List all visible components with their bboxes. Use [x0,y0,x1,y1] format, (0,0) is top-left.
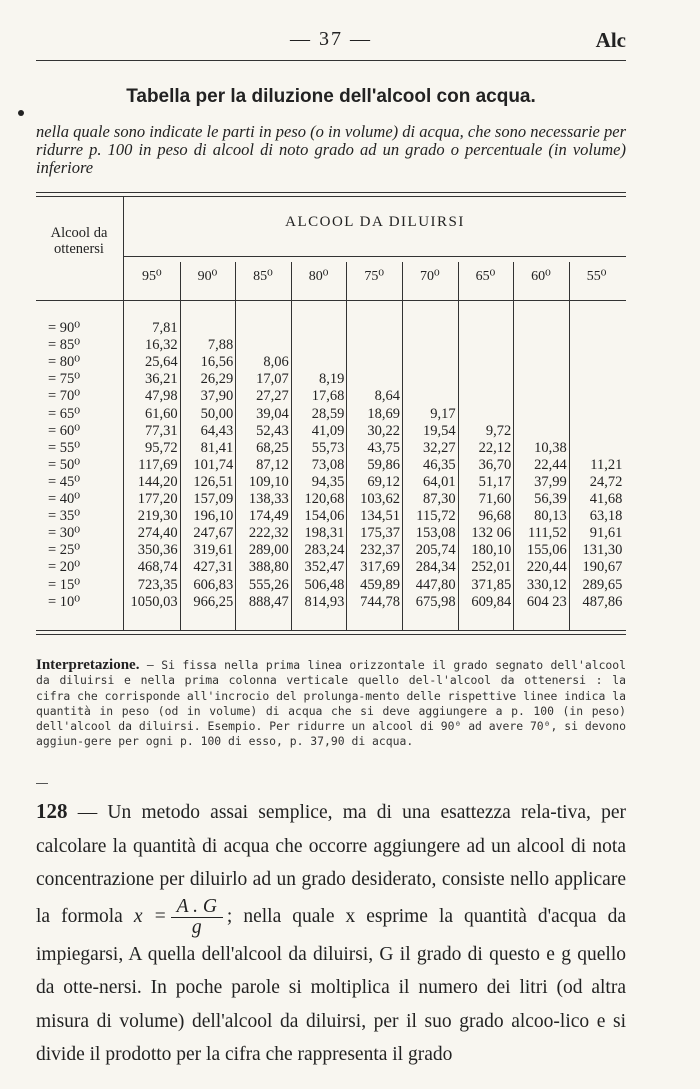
group-header-rule [124,256,626,257]
table-cell: 91,61 [589,525,623,542]
table-cell: 371,85 [471,576,512,593]
table-cell: 103,62 [360,491,400,507]
separator-dash [36,783,48,784]
row-label: = 90⁰ [48,320,81,336]
table-cell: 138,33 [248,491,289,507]
table-cell: 115,72 [416,508,456,525]
page-header [36,28,626,52]
table-cell: 606,83 [193,576,234,593]
table-cell: 68,25 [256,439,289,456]
table-cell: 41,09 [311,422,345,439]
formula-denominator: g [191,916,202,938]
row-label: = 65⁰ [48,405,81,422]
table-cell: 87,30 [422,491,456,507]
row-label: = 75⁰ [48,371,81,388]
table-cell: 27,27 [256,388,289,405]
table-cell: 8,06 [263,354,289,371]
row-label: = 35⁰ [48,508,81,525]
table-cell: 18,69 [367,405,400,422]
table-bottom-rule-2 [36,634,626,635]
table-cell: 32,27 [422,439,456,456]
table-cell: 17,68 [311,388,345,405]
table-cell: 63,18 [589,508,623,525]
table-cell: 888,47 [248,593,289,610]
running-head: Alc [595,28,626,52]
table-cell: 190,67 [582,559,623,576]
table-cell: 36,21 [144,371,178,388]
row-label: = 85⁰ [48,337,81,354]
body-text-1: — Un metodo assai semplice, ma di una esattezza rela-tiva, per calcolare la quantità di acqua che occorre aggiungere ad un alcool di nota concentrazione per diluirlo ad un grado desiderato, consiste nello applicare la formola [36,802,626,927]
column-header: 85⁰ [253,269,273,284]
formula-fraction [171,897,223,938]
table-top-rule-2 [36,196,626,197]
column-header: 70⁰ [419,269,440,284]
table-cell: 16,32 [144,337,178,354]
table-cell: 64,01 [422,473,456,490]
table-cell: 814,93 [304,593,345,610]
table-cell: 222,32 [248,525,289,542]
table-cell: 388,80 [248,559,289,576]
table-cell: 1050,03 [130,593,178,610]
column-header: 80⁰ [308,269,329,284]
table-cell: 126,51 [193,473,234,490]
table-cell: 117,69 [138,456,178,473]
table-cell: 22,12 [478,439,512,456]
table-cell: 25,64 [144,354,178,371]
table-cell: 81,41 [200,439,234,456]
page-number: — 37 — [290,28,372,50]
table-cell: 289,00 [248,542,289,559]
table-cell: 43,75 [367,439,400,456]
table-cell: 317,69 [360,559,400,576]
column-header: 65⁰ [475,269,496,284]
table-cell: 153,08 [415,525,456,542]
table-cell: 155,06 [526,542,567,559]
interpretation-label: Interpretazione. [36,657,140,673]
table-cell: 96,68 [478,508,512,525]
table-cell: 61,60 [144,405,178,422]
table-cell: 9,17 [430,405,456,422]
table-cell: 157,09 [193,491,234,507]
table-cell: 459,89 [360,576,400,593]
column-header: 55⁰ [586,269,607,284]
table-cell: 180,10 [471,542,512,559]
table-cell: 41,68 [589,491,623,507]
body-paragraph [36,795,626,1072]
body-text-2: ; nella quale x esprime la quantità d'acqua da impiegarsi, A quella dell'alcool da diluirsi, G il grado di questo e g quello da otte-nersi. In poche parole si moltiplica il numero dei litri (od altra misura di volume) dell'alcool da diluirsi, per il suo grado alcoo-lico e si divide il prodotto per la cifra che rappresenta il grado [36,905,626,1065]
row-label: = 40⁰ [48,491,81,507]
table-cell: 283,24 [304,542,345,559]
table-cell: 289,65 [582,576,623,593]
table-cell: 144,20 [137,473,178,490]
column-header: 60⁰ [531,269,551,284]
table-cell: 132 06 [471,525,512,542]
table-cell: 16,56 [200,354,234,371]
left-header: Alcool da ottenersi [50,225,108,257]
row-label: = 55⁰ [48,439,81,456]
table-cell: 50,00 [200,405,234,422]
table-cell: 120,68 [304,491,345,507]
table-cell: 675,98 [415,593,456,610]
table-cell: 28,59 [311,405,345,422]
column-header: 95⁰ [141,269,162,284]
header-bottom-rule [36,300,626,301]
table-cell: 352,47 [304,559,345,576]
table-cell: 252,01 [471,559,512,576]
row-label: = 10⁰ [48,593,81,610]
table-cell: 427,31 [193,559,234,576]
table-cell: 350,36 [137,542,178,559]
table-cell: 232,37 [360,542,400,559]
table-cell: 52,43 [256,422,289,439]
column-header: 75⁰ [364,269,384,284]
row-label: = 70⁰ [48,388,81,405]
table-cell: 69,12 [367,473,400,490]
table-cell: 723,35 [137,576,178,593]
table-cell: 87,12 [256,456,289,473]
table-cell: 46,35 [422,456,456,473]
interpretation-paragraph [36,658,626,750]
table-cell: 604 23 [526,593,567,610]
table-cell: 555,26 [248,576,289,593]
row-label: = 30⁰ [48,525,81,542]
table-cell: 59,86 [367,456,400,473]
table-cell: 77,31 [144,422,178,439]
row-label: = 80⁰ [48,354,81,371]
table-cell: 56,39 [534,491,567,507]
table-cell: 134,51 [360,508,400,525]
table-cell: 36,70 [478,456,512,473]
table-cell: 51,17 [478,473,512,490]
table-cell: 447,80 [415,576,456,593]
table-cell: 109,10 [248,473,289,490]
table-cell: 196,10 [193,508,234,525]
table-cell: 487,86 [582,593,623,610]
table-cell: 101,74 [193,456,234,473]
formula-lhs: x = [133,905,167,927]
table-cell: 506,48 [304,576,345,593]
section-number: 128 [36,799,68,823]
table-cell: 11,21 [590,456,623,473]
table-cell: 9,72 [485,422,512,439]
table-cell: 26,29 [200,371,234,388]
row-label: = 25⁰ [48,542,81,559]
table-cell: 8,19 [319,371,345,388]
table-cell: 247,67 [193,525,234,542]
table-cell: 468,74 [137,559,178,576]
table-cell: 10,38 [534,439,567,456]
table-cell: 64,43 [200,422,234,439]
row-label: = 20⁰ [48,559,81,576]
row-label: = 45⁰ [48,473,81,490]
table-cell: 744,78 [360,593,400,610]
row-label: = 60⁰ [48,422,81,439]
table-cell: 154,06 [304,508,345,525]
table-bottom-rule [36,630,626,631]
row-label: = 15⁰ [48,576,81,593]
table-cell: 37,90 [200,388,234,405]
table-cell: 8,64 [374,388,400,405]
table-cell: 131,30 [582,542,623,559]
table-cell: 220,44 [526,559,567,576]
table-cell: 19,54 [422,422,456,439]
table-cell: 73,08 [311,456,345,473]
table-cell: 966,25 [193,593,234,610]
table-cell: 284,34 [415,559,456,576]
table-cell: 17,07 [256,371,289,388]
formula-numerator: A . G [171,897,223,918]
table-title: Tabella per la diluzione dell'alcool con acqua. [126,86,536,107]
table-cell: 37,99 [534,473,567,490]
table-cell: 55,73 [311,439,345,456]
table-cell: 95,72 [144,439,178,456]
table-cell: 71,60 [478,491,512,507]
table-cell: 609,84 [471,593,512,610]
group-header: ALCOOL DA DILUIRSI [285,214,465,230]
table-cell: 47,98 [144,388,178,405]
table-cell: 319,61 [193,542,234,559]
table-cell: 30,22 [367,422,400,439]
table-cell: 24,72 [589,473,623,490]
header-rule [36,60,626,61]
table-cell: 80,13 [534,508,567,525]
table-subtitle: nella quale sono indicate le parti in peso (o in volume) di acqua, che sono necessarie per ridurre p. 100 in peso di alcool di noto grado ad un grado o percentuale (in volume) inferiore [36,122,626,177]
interpretation-text: — Si fissa nella prima linea orizzontale il grado segnato dell'alcool da diluirsi e nella prima colonna verticale quello del-l'alcool da ottenersi : la cifra che corrisponde all'incrocio del prolunga-mento delle rispettive linee indica la quantità in peso (od in volume) di acqua che si deve aggiungere a p. 100 (in peso) dell'alcool da diluirsi. Esempio. Per ridurre un alcool di 90⁰ ad avere 70⁰, si devono aggiun-gere per ogni p. 100 di esso, p. 37,90 di acqua. [36,658,626,749]
table-top-rule [36,192,626,193]
table-cell: 198,31 [304,525,345,542]
table-cell: 175,37 [360,525,400,542]
table-cell: 219,30 [137,508,178,525]
table-cell: 177,20 [137,491,178,507]
table-cell: 22,44 [534,456,567,473]
table-cell: 7,88 [207,337,234,354]
table-cell: 174,49 [248,508,289,525]
table-cell: 111,52 [527,525,567,542]
bullet-mark [18,110,24,116]
table-cell: 205,74 [415,542,456,559]
table-cell: 94,35 [311,473,345,490]
table-cell: 330,12 [526,576,567,593]
row-label: = 50⁰ [48,456,81,473]
table-cell: 274,40 [137,525,178,542]
table-cell: 7,81 [152,320,178,336]
table-cell: 39,04 [256,405,289,422]
column-header: 90⁰ [197,269,218,284]
